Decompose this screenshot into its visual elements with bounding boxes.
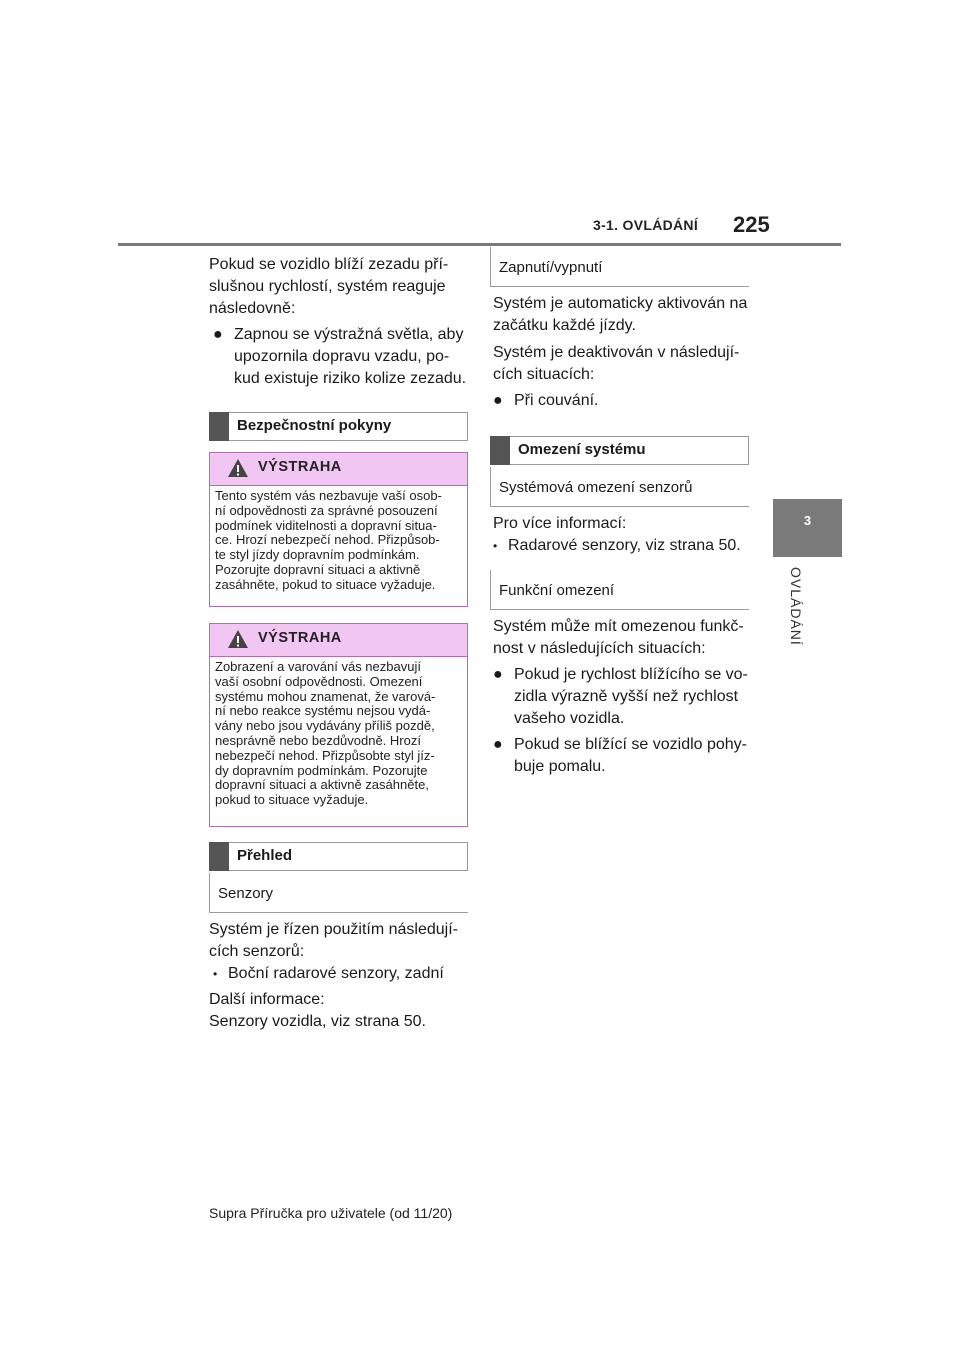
bullet-item <box>493 734 753 782</box>
text-line: Senzory vozidla, viz strana 50. <box>209 1013 426 1030</box>
sensors-paragraph <box>209 919 458 963</box>
text-line: Při couvání. <box>514 392 599 409</box>
page-footer: Supra Příručka pro uživatele (od 11/20) <box>209 1205 453 1221</box>
text-line: slušnou rychlostí, systém reaguje <box>209 278 446 295</box>
text-line: Systém je automaticky aktivován na <box>493 295 748 312</box>
heading-marker <box>490 436 510 465</box>
list-item <box>213 963 473 985</box>
text-line: nost v následujících situacích: <box>493 640 706 657</box>
text-line: systému mohou znamenat, že varová- <box>215 688 436 704</box>
text-line: Systém může mít omezenou funkč- <box>493 618 744 635</box>
text-line: Tento systém vás nezbavuje vaší osob- <box>215 488 442 503</box>
text-line: vaší osobní odpovědnosti. Omezení <box>215 673 423 689</box>
overview-heading: Přehled <box>237 847 293 864</box>
safety-heading: Bezpečnostní pokyny <box>237 417 392 434</box>
text-line: Další informace: <box>209 991 325 1008</box>
text-line: Radarové senzory, viz strana 50. <box>508 537 741 554</box>
sensor-limits-subheading: Systémová omezení senzorů <box>499 479 693 496</box>
text-line: ce. Hrozí nebezpečí nehod. Přizpůsob- <box>215 532 440 548</box>
text-line: pokud to situace vyžaduje. <box>215 792 369 808</box>
warning-box <box>209 452 468 607</box>
warning-title: VÝSTRAHA <box>258 459 342 475</box>
text-line: vány nebo jsou vydávány příliš pozdě, <box>215 718 435 734</box>
text-line: podmínek viditelnosti a dopravní situa- <box>215 517 437 533</box>
section-heading-bar <box>209 842 468 871</box>
text-line: upozornila dopravu vzadu, po- <box>234 348 450 365</box>
text-line: Systém je řízen použitím následují- <box>209 921 458 938</box>
text-line: ní nebo reakce systému nejsou vydá- <box>215 703 431 719</box>
text-line: cích situacích: <box>493 366 595 383</box>
header-rule <box>118 243 841 246</box>
warning-text <box>215 489 463 593</box>
subheading-box <box>490 247 749 287</box>
warning-text <box>215 660 463 808</box>
text-line: ní odpovědnosti za správné posouzení <box>215 502 438 518</box>
deactivation-paragraph <box>493 342 739 386</box>
text-line: Zobrazení a varování vás nezbavují <box>215 659 421 674</box>
intro-paragraph <box>209 254 448 320</box>
section-heading-bar <box>490 436 749 465</box>
func-subheading: Funkční omezení <box>499 582 615 599</box>
warning-triangle-icon <box>227 629 249 649</box>
text-line: zidla výrazně vyšší než rychlost <box>514 688 739 705</box>
text-line: následovně: <box>209 300 296 317</box>
bullet-dot-icon: ● <box>493 392 503 409</box>
chapter-tab <box>773 499 842 557</box>
limits-heading: Omezení systému <box>518 441 646 458</box>
heading-marker <box>209 412 229 441</box>
subheading-box <box>490 467 749 507</box>
bullet-dot-icon: ● <box>493 666 503 683</box>
warning-box <box>209 623 468 827</box>
heading-marker <box>209 842 229 871</box>
text-line: začátku každé jízdy. <box>493 317 636 334</box>
text-line: cích senzorů: <box>209 943 305 960</box>
subheading-box <box>209 873 468 913</box>
text-line: Zapnou se výstražná světla, aby <box>234 326 464 343</box>
text-line: nesprávně nebo bezdůvodně. Hrozí <box>215 732 421 748</box>
page-number: 225 <box>733 212 770 237</box>
onoff-subheading: Zapnutí/vypnutí <box>499 259 603 276</box>
subheading-box <box>490 570 749 610</box>
more-info-paragraph <box>209 989 426 1033</box>
text-line: vašeho vozidla. <box>514 710 625 727</box>
text-line: Pozorujte dopravní situaci a aktivně <box>215 561 421 577</box>
more-info-label: Pro více informací: <box>493 515 627 532</box>
text-line: nebezpečí nehod. Přizpůsobte styl jíz- <box>215 747 435 763</box>
chapter-label: OVLÁDÁNÍ <box>788 567 804 646</box>
text-line: buje pomalu. <box>514 758 606 775</box>
text-line: Pokud je rychlost blížícího se vo- <box>514 666 748 683</box>
auto-paragraph <box>493 293 747 337</box>
func-paragraph <box>493 616 744 660</box>
section-title: 3-1. OVLÁDÁNÍ <box>593 217 699 233</box>
text-line: kud existuje riziko kolize zezadu. <box>234 370 467 387</box>
text-line: dopravní situaci a aktivně zasáhněte, <box>215 777 429 793</box>
bullet-dot-icon: • <box>493 539 498 553</box>
warning-header <box>210 453 467 486</box>
text-line: Boční radarové senzory, zadní <box>228 965 444 982</box>
chapter-number: 3 <box>803 513 812 528</box>
bullet-item <box>213 324 473 394</box>
bullet-dot-icon: ● <box>493 736 503 753</box>
bullet-item <box>493 390 753 412</box>
section-heading-bar <box>209 412 468 441</box>
text-line: Systém je deaktivován v následují- <box>493 344 740 361</box>
warning-triangle-icon <box>227 458 249 478</box>
bullet-item <box>493 664 753 734</box>
text-line: zasáhněte, pokud to situace vyžaduje. <box>215 576 436 592</box>
bullet-dot-icon: • <box>213 967 218 981</box>
warning-title: VÝSTRAHA <box>258 630 342 646</box>
bullet-dot-icon: ● <box>213 326 223 343</box>
warning-header <box>210 624 467 657</box>
text-line: Pokud se blížící se vozidlo pohy- <box>514 736 748 753</box>
list-item <box>493 535 753 557</box>
text-line: te styl jízdy dopravním podmínkám. <box>215 547 420 563</box>
text-line: Pokud se vozidlo blíží zezadu pří- <box>209 256 449 273</box>
text-line: dy dopravním podmínkám. Pozorujte <box>215 762 428 778</box>
sensors-subheading: Senzory <box>218 885 274 902</box>
